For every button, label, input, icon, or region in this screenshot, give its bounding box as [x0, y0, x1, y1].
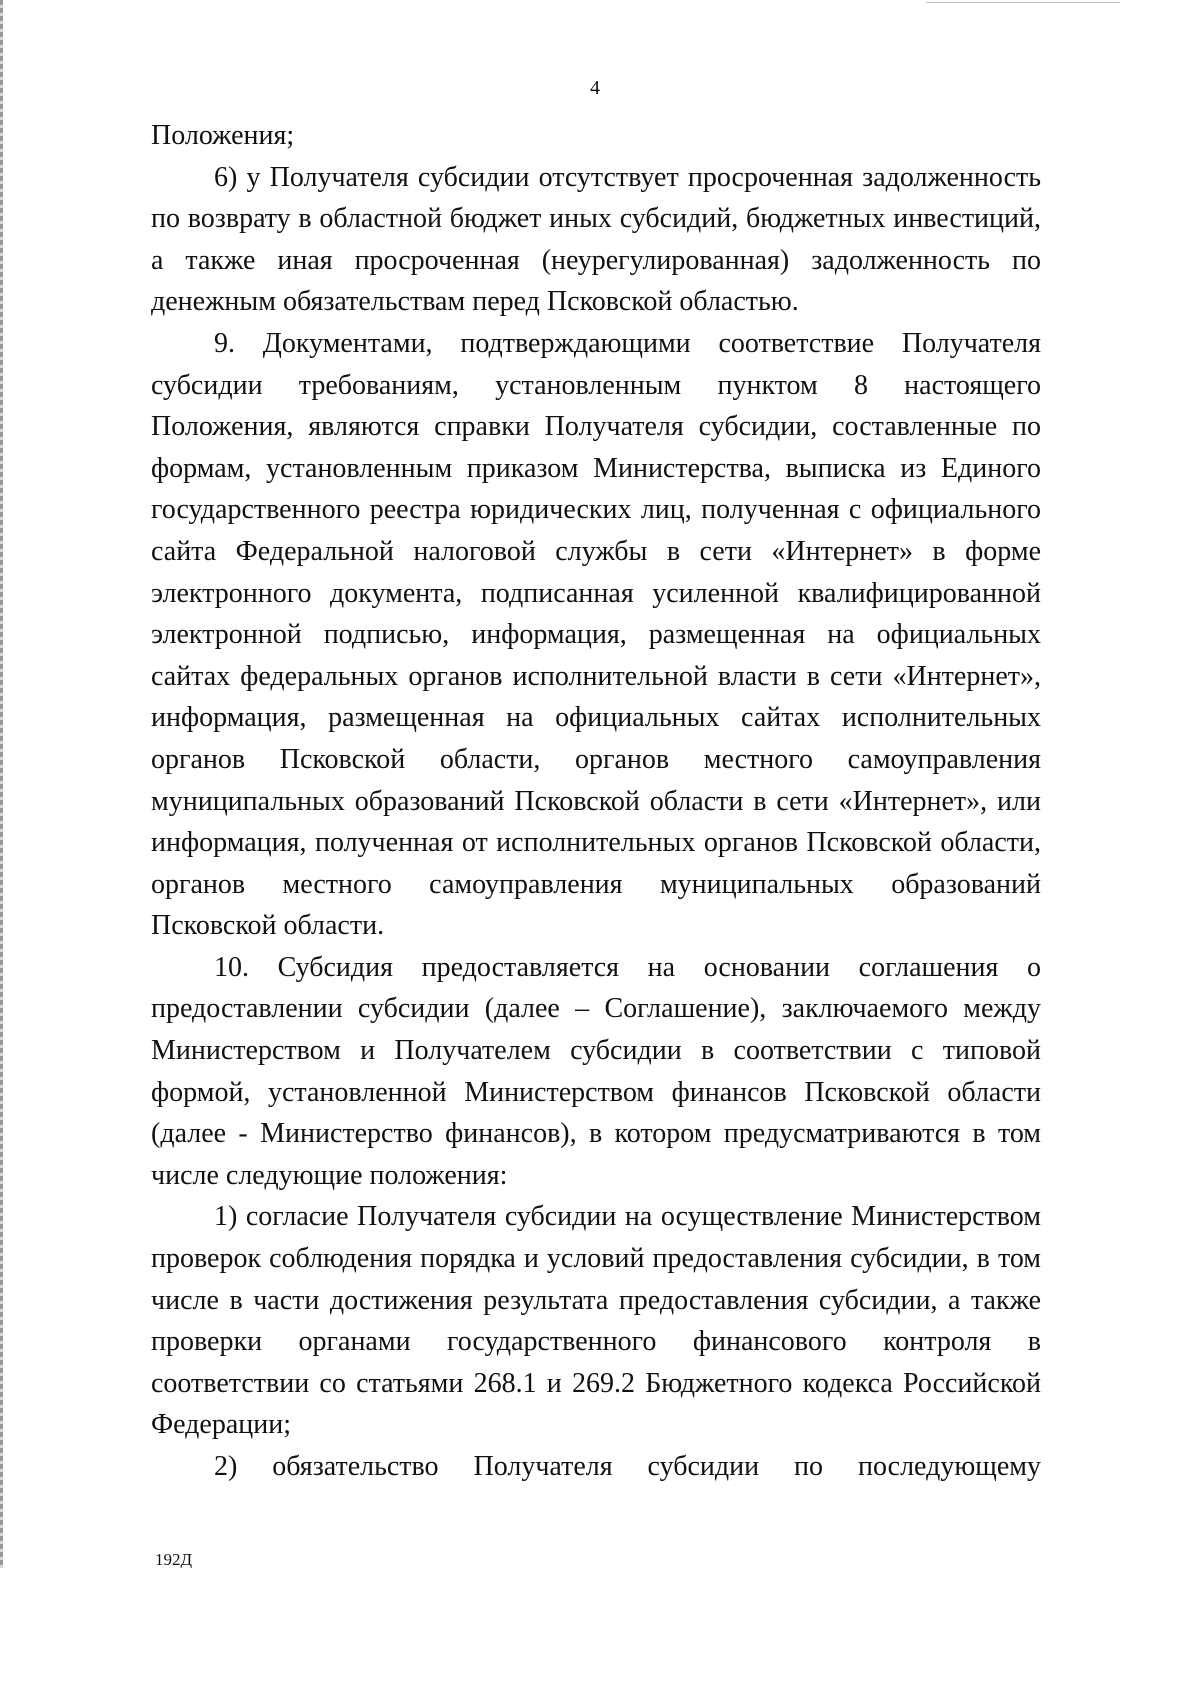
page-number: 4 — [590, 77, 600, 99]
paragraph-clause-9: 9. Документами, подтверждающими соответствие Получателя субсидии требованиям, установленным пунктом 8 настоящего Положения, являются справки Получателя субсидии, составленные по формам, установленным приказом Министерства, выписка из Единого государственного реестра юридических лиц, полученная с официального сайта Федеральной налоговой службы в сети «Интернет» в форме электронного документа, подписанная усиленной квалифицированной электронной подписью, информация, размещенная на официальных сайтах федеральных органов исполнительной власти в сети «Интернет», информация, размещенная на официальных сайтах исполнительных органов Псковской области, органов местного самоуправления муниципальных образований Псковской области в сети «Интернет», или информация, полученная от исполнительных органов Псковской области, органов местного самоуправления муниципальных образований Псковской области. — [151, 327, 1041, 942]
paragraph-item-6: 6) у Получателя субсидии отсутствует просроченная задолженность по возврату в областной бюджет иных субсидий, бюджетных инвестиций, а также иная просроченная (неурегулированная) задолженность по денежным обязательствам перед Псковской областью. — [151, 161, 1041, 318]
paragraph-item-2: 2) обязательство Получателя субсидии по последующему — [214, 1451, 1041, 1482]
paragraph-item-1: 1) согласие Получателя субсидии на осуществление Министерством проверок соблюдения порядка и условий предоставления субсидии, в том числе в части достижения результата предоставления субсидии, а также проверки органами государственного финансового контроля в соответствии со статьями 268.1 и 269.2 Бюджетного кодекса Российской Федерации; — [151, 1201, 1041, 1441]
scan-edge — [0, 0, 3, 1568]
document-body — [151, 115, 1041, 1488]
paragraph-clause-10: 10. Субсидия предоставляется на основании соглашения о предоставлении субсидии (далее – Соглашение), заключаемого между Министерством и Получателем субсидии в соответствии с типовой формой, установленной Министерством финансов Псковской области (далее - Министерство финансов), в котором предусматриваются в том числе следующие положения: — [151, 951, 1041, 1191]
footer-document-code: 192Д — [155, 1550, 193, 1568]
paragraph-continuation: Положения; — [151, 120, 295, 151]
scan-artifact-line — [926, 2, 1120, 3]
